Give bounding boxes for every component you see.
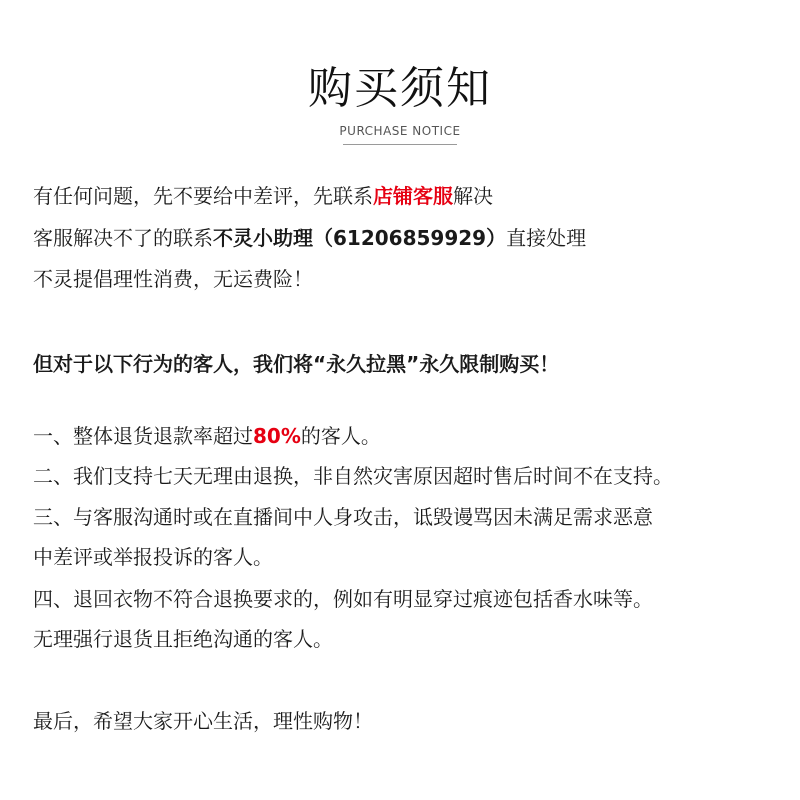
- page-subtitle: PURCHASE NOTICE: [339, 124, 461, 138]
- intro-line-1-end: 解决: [453, 184, 493, 208]
- intro-line-2: [33, 222, 586, 251]
- intro-line-2-text: 客服解决不了的联系: [33, 226, 213, 250]
- page-title: 购买须知: [308, 63, 492, 114]
- intro-line-1: [33, 180, 493, 209]
- shop-service-highlight: 店铺客服: [373, 184, 453, 208]
- rule-1-end: 的客人。: [300, 424, 381, 448]
- intro-line-1-text: 有任何问题，先不要给中差评，先联系: [33, 184, 373, 208]
- rule-4-line-1: 四、退回衣物不符合退换要求的，例如有明显穿过痕迹包括香水味等。: [33, 587, 653, 611]
- assistant-contact-highlight: 不灵小助理（61206859929）: [213, 222, 506, 251]
- blacklist-warning: 但对于以下行为的客人，我们将“永久拉黑”永久限制购买！: [33, 352, 560, 376]
- rule-3-line-2: 中差评或举报投诉的客人。: [33, 545, 273, 569]
- subtitle-underline: [343, 144, 457, 145]
- rule-1: [33, 420, 381, 449]
- refund-rate-highlight: 80%: [253, 424, 301, 448]
- intro-line-3: 不灵提倡理性消费，无运费险！: [33, 267, 313, 291]
- rule-1-text: 一、整体退货退款率超过: [33, 424, 253, 448]
- intro-line-2-end: 直接处理: [506, 226, 587, 250]
- rule-3-line-1: 三、与客服沟通时或在直播间中人身攻击，诋毁谩骂因未满足需求恶意: [33, 505, 653, 529]
- closing-line: 最后，希望大家开心生活，理性购物！: [33, 709, 373, 733]
- rule-2: 二、我们支持七天无理由退换，非自然灾害原因超时售后时间不在支持。: [33, 464, 673, 488]
- rule-4-line-2: 无理强行退货且拒绝沟通的客人。: [33, 627, 333, 651]
